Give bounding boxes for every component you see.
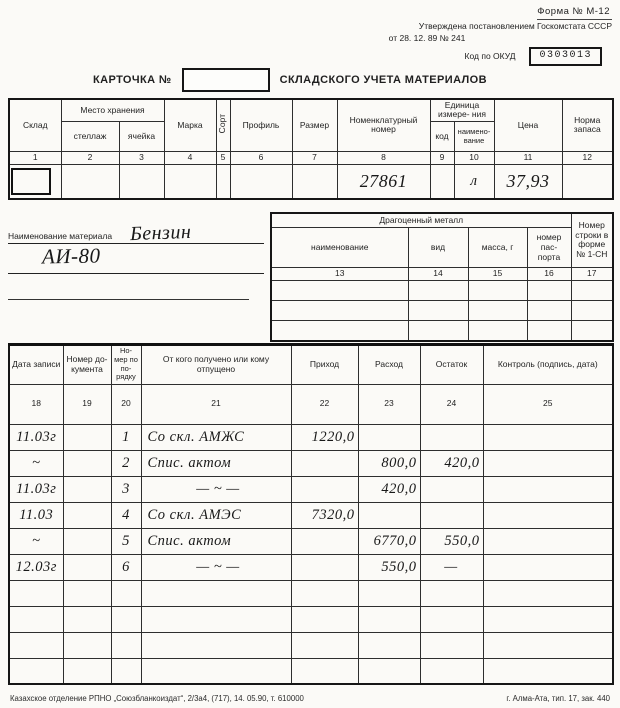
entry-doc-number: [63, 554, 111, 580]
entry-date: ~: [32, 454, 41, 471]
col-header-ostatok: Остаток: [420, 344, 483, 384]
entry-counterparty: Со скл. АМЖС: [147, 428, 245, 445]
col-header-pm-massa: масса, г: [468, 228, 527, 268]
material-name-line1: [8, 212, 264, 244]
col-header-stellazh: стеллаж: [61, 122, 119, 152]
ledger-row: [9, 554, 613, 580]
print-location: г. Алма-Ата, тип. 17, зак. 440: [506, 694, 610, 704]
entry-rashod: 6770,0: [373, 532, 417, 549]
col-header-yacheika: ячейка: [119, 122, 164, 152]
entry-date: 11.03г: [16, 428, 57, 445]
col-header-prihod: Приход: [291, 344, 358, 384]
col-header-pm-name: наименование: [271, 228, 408, 268]
form-header: [282, 6, 612, 66]
entry-seq-number: 3: [122, 480, 130, 497]
pm-empty-row: [271, 281, 613, 301]
entry-seq-number: 6: [122, 558, 130, 575]
precious-metal-table: [270, 212, 614, 342]
entry-doc-number: [63, 450, 111, 476]
approved-org: Госкомстата СССР: [537, 20, 612, 31]
okud-code-box: 0303013: [529, 47, 602, 66]
col-header-doc-number: Номер до- кумента: [63, 344, 111, 384]
entry-doc-number: [63, 502, 111, 528]
marka-value-cell: [164, 165, 216, 199]
pm-empty-row: [271, 301, 613, 321]
okud-label: Код по ОКУД: [464, 51, 516, 62]
title-prefix: КАРТОЧКА №: [93, 73, 172, 86]
approved-prefix: Утверждена постановлением: [418, 20, 538, 31]
material-name-handwritten-1: Бензин: [129, 220, 192, 245]
entry-counterparty: — ~ —: [196, 480, 240, 497]
entry-seq-number: 1: [122, 428, 130, 445]
entry-prihod: 1220,0: [311, 428, 355, 445]
entry-doc-number: [63, 528, 111, 554]
ledger-row: [9, 476, 613, 502]
column-numbers-row: 1 2 3 4 5 6 7 8 9 10 11 12: [9, 152, 613, 165]
sort-value-cell: [216, 165, 230, 199]
unit-code-value-cell: [430, 165, 454, 199]
ledger-empty-row: [9, 580, 613, 606]
col-header-date: Дата записи: [9, 344, 63, 384]
col-header-sklad: Склад: [9, 99, 61, 152]
entry-prihod: 7320,0: [311, 506, 355, 523]
entry-counterparty: Спис. актом: [147, 532, 232, 549]
ledger-row: [9, 424, 613, 450]
entry-date: 11.03г: [16, 480, 57, 497]
entry-ostatok: 550,0: [444, 532, 480, 549]
material-name-handwritten-2: АИ-80: [41, 243, 101, 269]
middle-section: [8, 212, 612, 342]
entry-control: [483, 502, 613, 528]
col-header-pm-passport: номер пас- порта: [527, 228, 571, 268]
material-values-row: [9, 165, 613, 199]
okud-row: [282, 47, 602, 66]
form-title: [0, 68, 612, 92]
title-suffix: СКЛАДСКОГО УЧЕТА МАТЕРИАЛОВ: [279, 73, 487, 86]
col-header-razmer: Размер: [292, 99, 337, 152]
price-handwritten: 37,93: [506, 171, 550, 192]
entry-seq-number: 2: [122, 454, 130, 471]
col-header-unit: Единица измере- ния: [430, 99, 494, 122]
col-header-unit-code: код: [430, 122, 454, 152]
entry-doc-number: [63, 424, 111, 450]
col-header-nomenclature: Номенклатурный номер: [337, 99, 430, 152]
material-name-label: Наименование материала: [8, 230, 113, 241]
material-name-line3: [8, 274, 249, 300]
ledger-row: [9, 528, 613, 554]
entry-ostatok: —: [444, 558, 458, 575]
entry-date: ~: [32, 532, 41, 549]
col-header-profil: Профиль: [230, 99, 292, 152]
pm-empty-row: [271, 321, 613, 341]
entry-rashod: 420,0: [381, 480, 417, 497]
material-info-table: [8, 98, 614, 200]
entry-seq-number: 4: [122, 506, 130, 523]
card-number-box: [182, 68, 270, 92]
price-value-cell: [494, 165, 562, 199]
ledger-row: [9, 502, 613, 528]
col-header-counterparty: От кого получено или кому отпущено: [141, 344, 291, 384]
ledger-column-numbers-row: 18 19 20 21 22 23 24 25: [9, 384, 613, 424]
col-header-marka: Марка: [164, 99, 216, 152]
sklad-entry-box: [11, 168, 51, 195]
col-header-tsena: Цена: [494, 99, 562, 152]
printer-info: Казахское отделение РПНО „Союзбланкоиздат“, 2/3а4, (717), 14. 05.90, т. 610000: [10, 694, 304, 704]
approved-date: от 28. 12. 89 № 241: [388, 32, 466, 43]
ledger-row: [9, 450, 613, 476]
col-header-row-number: Но- мер по по- рядку: [111, 344, 141, 384]
entry-date: 11.03: [19, 506, 54, 523]
entry-control: [483, 476, 613, 502]
entry-rashod: 550,0: [381, 558, 417, 575]
unit-name-value-cell: [454, 165, 494, 199]
ledger-table: [8, 343, 614, 686]
unit-name-handwritten: л: [470, 172, 478, 189]
ledger-empty-row: [9, 632, 613, 658]
nomenclature-value-cell: [337, 165, 430, 199]
entry-control: [483, 424, 613, 450]
precious-metal-block: [270, 212, 612, 342]
ledger-section: [8, 343, 612, 686]
nomenclature-number-handwritten: 27861: [359, 171, 408, 192]
entry-doc-number: [63, 476, 111, 502]
ledger-empty-row: [9, 658, 613, 684]
norma-value-cell: [562, 165, 613, 199]
col-header-pm-vid: вид: [408, 228, 468, 268]
material-name-block: [8, 212, 270, 342]
col-header-control: Контроль (подпись, дата): [483, 344, 613, 384]
ledger-empty-row: [9, 606, 613, 632]
col-header-rashod: Расход: [358, 344, 420, 384]
profil-value-cell: [230, 165, 292, 199]
precious-metal-title: Драгоценный металл: [271, 213, 571, 228]
entry-seq-number: 5: [122, 532, 130, 549]
entry-ostatok: 420,0: [444, 454, 480, 471]
col-header-unit-name: наимено- вание: [454, 122, 494, 152]
yacheika-value-cell: [119, 165, 164, 199]
entry-rashod: 800,0: [381, 454, 417, 471]
razmer-value-cell: [292, 165, 337, 199]
col-header-sort: Сорт: [216, 99, 230, 152]
entry-control: [483, 554, 613, 580]
stellazh-value-cell: [61, 165, 119, 199]
entry-counterparty: Спис. актом: [147, 454, 232, 471]
entry-control: [483, 528, 613, 554]
sklad-value-cell: [9, 165, 61, 199]
entry-counterparty: — ~ —: [196, 558, 240, 575]
entry-control: [483, 450, 613, 476]
form-number: Форма № М-12: [537, 6, 610, 17]
col-header-row-in-form: Номер строки в форме № 1-СН: [571, 213, 613, 268]
entry-counterparty: Со скл. АМЭС: [147, 506, 242, 523]
print-footer: [8, 694, 612, 703]
approved-line: [282, 21, 612, 32]
entry-date: 12.03г: [15, 558, 57, 575]
pm-column-numbers-row: 13 14 15 16 17: [271, 268, 613, 281]
material-name-line2: [8, 244, 264, 274]
col-header-norma: Норма запаса: [562, 99, 613, 152]
col-header-storage: Место хранения: [61, 99, 164, 122]
